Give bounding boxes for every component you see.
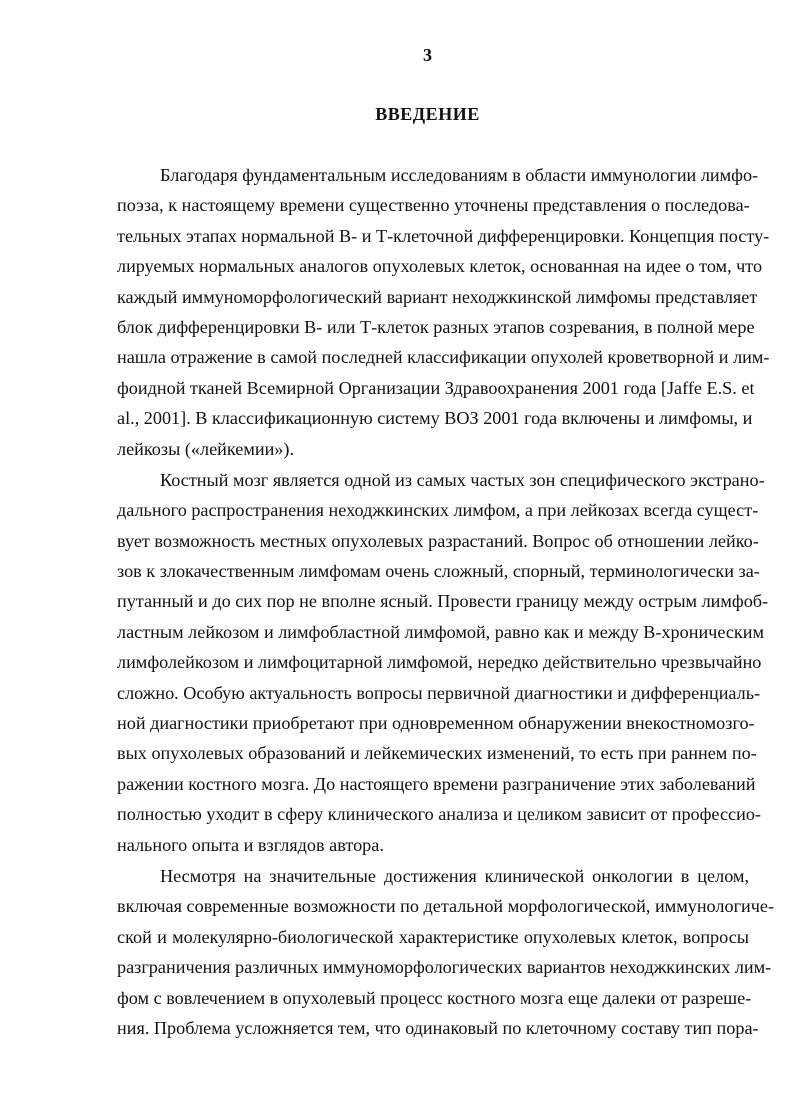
paragraph-line: нашла отражение в самой последней классификации опухолей кроветворной и лим-	[117, 347, 770, 368]
paragraph-line: нального опыта и взглядов автора.	[117, 834, 384, 855]
paragraph-line: ной диагностики приобретают при одновременном обнаружении внекостномозго-	[117, 713, 755, 734]
paragraph-line: фом с вовлечением в опухолевый процесс костного мозга еще далеки от разреше-	[117, 987, 752, 1008]
body-text	[117, 160, 775, 1043]
paragraph-line: ластным лейкозом и лимфобластной лимфомой, равно как и между В-хроническим	[117, 621, 765, 642]
paragraph-line: вует возможность местных опухолевых разрастаний. Вопрос об отношении лейко-	[117, 530, 759, 551]
paragraph-line: ния. Проблема усложняется тем, что одинаковый по клеточному составу тип пора-	[117, 1017, 759, 1038]
paragraph-line: лируемых нормальных аналогов опухолевых клеток, основанная на идее о том, что	[117, 256, 763, 277]
paragraph-line: полностью уходит в сферу клинического анализа и целиком зависит от профессио-	[117, 804, 761, 825]
paragraph-line: Несмотря на значительные достижения клинической онкологии в целом,	[160, 865, 749, 886]
paragraph-line: лимфолейкозом и лимфоцитарной лимфомой, нередко действительно чрезвычайно	[117, 652, 762, 673]
paragraph-line: тельных этапах нормальной В- и Т-клеточной дифференцировки. Концепция посту-	[117, 225, 770, 246]
paragraph-line: вых опухолевых образований и лейкемических изменений, то есть при раннем по-	[117, 743, 757, 764]
paragraph-line: дального распространения неходжкинских лимфом, а при лейкозах всегда сущест-	[117, 500, 759, 521]
paragraph-line: путанный и до сих пор не вполне ясный. Провести границу между острым лимфоб-	[117, 591, 769, 612]
paragraph-line: включая современные возможности по детальной морфологической, иммунологиче-	[117, 896, 775, 917]
paragraph-line: al., 2001]. В классификационную систему ВОЗ 2001 года включены и лимфомы, и	[117, 408, 753, 429]
paragraph-line: поэза, к настоящему времени существенно уточнены представления о последова-	[117, 195, 750, 216]
paragraph-line: зов к злокачественным лимфомам очень сложный, спорный, терминологически за-	[117, 561, 760, 582]
paragraph-line: ражении костного мозга. До настоящего времени разграничение этих заболеваний	[117, 773, 756, 794]
paragraph-line: Костный мозг является одной из самых частых зон специфического экстрано-	[160, 469, 765, 490]
paragraph-line: сложно. Особую актуальность вопросы первичной диагностики и дифференциаль-	[117, 682, 761, 703]
section-heading: ВВЕДЕНИЕ	[375, 104, 480, 124]
paragraph-line: Благодаря фундаментальным исследованиям в области иммунологии лимфо-	[160, 165, 759, 185]
paragraph-line: ской и молекулярно-биологической характеристике опухолевых клеток, вопросы	[117, 926, 749, 947]
paragraph-line: блок дифференцировки В- или Т-клеток разных этапов созревания, в полной мере	[117, 316, 755, 337]
page-number: 3	[423, 45, 432, 65]
paragraph-line: каждый иммуноморфологический вариант неходжкинской лимфомы представляет	[117, 286, 758, 307]
paragraph-line: фоидной тканей Всемирной Организации Здравоохранения 2001 года [Jaffe E.S. et	[117, 377, 755, 398]
paragraph-line: лейкозы («лейкемии»).	[117, 438, 294, 459]
paragraph-line: разграничения различных иммуноморфологических вариантов неходжкинских лим-	[117, 957, 772, 978]
